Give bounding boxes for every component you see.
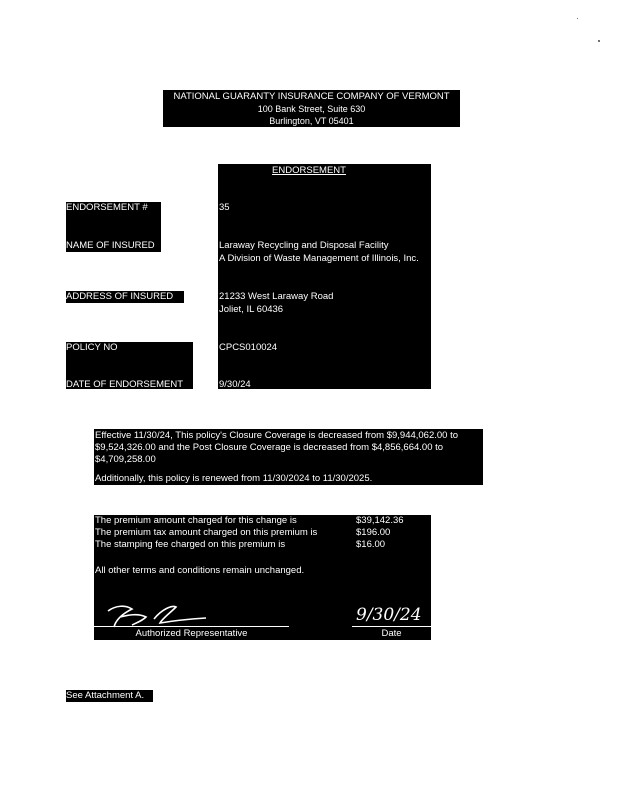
coverage-text-line1: Effective 11/30/24, This policy's Closure Coverage is decreased from $9,944,062.00 to [95,430,459,441]
company-address-line1: 100 Bank Street, Suite 630 [257,104,366,114]
insured-name-label: NAME OF INSURED [66,240,155,251]
policy-number-label: POLICY NO [66,342,118,353]
premium-charged-value: $39,142.36 [356,515,404,526]
policy-number-value: CPCS010024 [219,342,278,353]
company-address-line2: Burlington, VT 05401 [269,116,354,126]
premium-tax-value: $196.00 [356,527,391,538]
date-label: Date [381,628,402,639]
company-header [163,90,460,127]
insured-address-label: ADDRESS OF INSURED [66,291,174,302]
endorsement-number-value: 35 [219,202,230,213]
endorsement-date-value: 9/30/24 [219,379,251,390]
insured-address-label-block [66,291,184,303]
premium-charged-label: The premium amount charged for this change is [95,515,297,526]
stamping-fee-value: $16.00 [356,539,386,550]
endorsement-date-label: DATE OF ENDORSEMENT [66,379,183,390]
renewal-text: Additionally, this policy is renewed from 11/30/2024 to 11/30/2025. [95,473,373,484]
date-line [352,626,431,627]
insured-address-line2: Joliet, IL 60436 [219,304,284,315]
insured-address-line1: 21233 West Laraway Road [219,291,334,302]
endorsement-number-label: ENDORSEMENT # [66,202,148,213]
policy-number-label-block [66,342,193,389]
insured-name-label-block [66,240,161,252]
coverage-change-block [94,429,483,485]
handwritten-date: 9/30/24 [356,605,422,625]
stamping-fee-label: The stamping fee charged on this premium is [95,539,286,550]
coverage-text-line2: $9,524,326.00 and the Post Closure Coverage is decreased from $4,856,664.00 to [95,442,444,453]
scan-speck [598,40,600,42]
endorsement-title: ENDORSEMENT [272,165,346,176]
premium-signature-block [94,515,431,640]
endorsement-number-label-block [66,202,161,240]
insured-name-line2: A Division of Waste Management of Illinois, Inc. [219,253,419,264]
scan-speck [577,18,578,19]
attachment-note: See Attachment A. [66,690,145,701]
authorized-representative-label: Authorized Representative [135,628,248,639]
premium-tax-label: The premium tax amount charged on this premium is [95,527,318,538]
endorsement-details-block [218,164,431,389]
other-terms-text: All other terms and conditions remain unchanged. [95,565,305,576]
insured-name-line1: Laraway Recycling and Disposal Facility [219,240,389,251]
coverage-text-line3: $4,709,258.00 [95,454,156,465]
attachment-note-block [66,690,153,702]
company-name: NATIONAL GUARANTY INSURANCE COMPANY OF VERMONT [173,91,450,102]
signature-line [94,626,289,627]
